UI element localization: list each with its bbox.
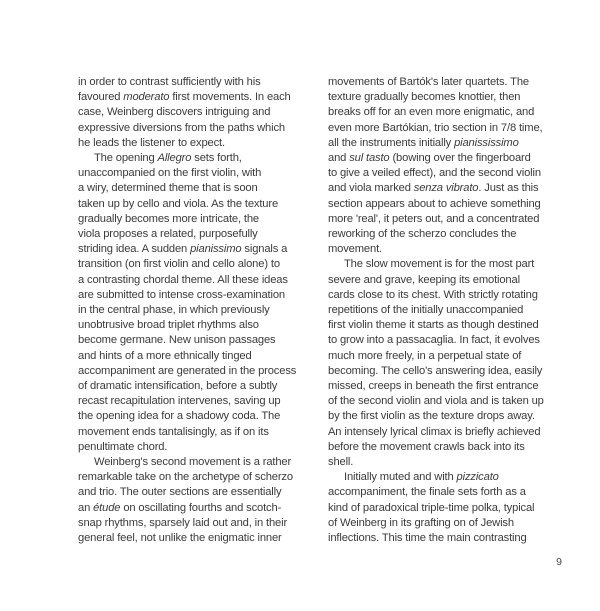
text-line [78, 288, 306, 303]
text-line [78, 181, 306, 196]
text-line [328, 90, 562, 105]
text-line [328, 212, 562, 227]
text-segment: striding idea. A sudden [78, 243, 191, 256]
text-segment: repetitions of the initially unaccompanied [328, 304, 524, 317]
page-number: 9 [556, 556, 562, 568]
text-line [328, 349, 562, 364]
text-line [328, 531, 562, 546]
text-segment: (bowing over the fingerboard [389, 152, 531, 165]
text-line [328, 136, 562, 151]
text-segment: more 'real', it peters out, and a concentrated [328, 212, 540, 225]
text-segment: shell. [328, 456, 354, 469]
text-segment: favoured [78, 91, 124, 104]
text-line [328, 485, 562, 500]
text-segment: of dramatic intensification, before a subtly [78, 380, 278, 393]
text-line [78, 303, 306, 318]
text-line [78, 531, 306, 546]
italic-text-segment: senza vibrato [413, 182, 479, 195]
text-line [328, 197, 562, 212]
text-segment: accompaniment, the finale sets forth as a [328, 486, 526, 499]
text-line [328, 409, 562, 424]
text-line [78, 75, 306, 90]
text-segment: An intensely lyrical climax is briefly achieved [328, 425, 541, 438]
italic-text-segment: pianississimo [454, 136, 519, 149]
text-line [78, 318, 306, 333]
text-line [78, 136, 306, 151]
text-line [328, 379, 562, 394]
text-segment: breaks off for an even more enigmatic, and [328, 106, 535, 119]
text-line [78, 105, 306, 120]
text-segment: movement ends tantalisingly, as if on its [78, 425, 269, 438]
text-line [328, 516, 562, 531]
text-segment: on oscillating fourths and scotch- [120, 501, 282, 514]
text-segment: severe and grave, keeping its emotional [328, 273, 520, 286]
text-line [328, 455, 562, 470]
text-segment: movements of Bartók's later quartets. The [328, 76, 529, 88]
text-line [78, 364, 306, 379]
text-line [328, 273, 562, 288]
italic-text-segment: étude [93, 501, 121, 514]
text-segment: The slow movement is for the most part [344, 258, 535, 271]
text-line [328, 470, 562, 485]
text-line [78, 455, 306, 470]
text-line [78, 394, 306, 409]
text-line [78, 212, 306, 227]
italic-text-segment: moderato [123, 91, 170, 104]
text-segment: transition (on first violin and cello alone) to [78, 258, 280, 271]
text-segment: recast recapitulation intervenes, saving up [78, 395, 281, 408]
text-segment: even more Bartókian, trio section in 7/8 time, [328, 121, 543, 134]
text-line [78, 485, 306, 500]
text-line [328, 333, 562, 348]
text-segment: accompaniment are generated in the process [78, 364, 297, 377]
text-line [78, 121, 306, 136]
text-line [328, 394, 562, 409]
text-segment: of the second violin and viola and is taken up [328, 395, 544, 408]
text-segment: general feel, not unlike the enigmatic inner [78, 532, 282, 545]
text-segment: taken up by cello and viola. As the texture [78, 197, 279, 210]
text-segment: the opening idea for a shadowy coda. The [78, 410, 281, 423]
text-line [328, 166, 562, 181]
text-line [78, 501, 306, 516]
text-line [78, 440, 306, 455]
text-segment: in the central phase, in which previously [78, 304, 270, 317]
text-line [78, 166, 306, 181]
text-segment: texture gradually becomes knottier, then [328, 91, 521, 104]
text-segment: a wiry, determined theme that is soon [78, 182, 258, 195]
text-line [328, 257, 562, 272]
text-line [78, 349, 306, 364]
text-line [78, 90, 306, 105]
text-segment: signals a [241, 243, 288, 256]
text-segment: missed, creeps in beneath the first entrance [328, 380, 539, 393]
text-segment: and hints of a more ethnically tinged [78, 349, 252, 362]
text-line [78, 333, 306, 348]
text-line [78, 409, 306, 424]
left-text-column [78, 75, 306, 546]
text-segment: and trio. The outer sections are essentially [78, 486, 282, 499]
text-segment: movement. [328, 243, 382, 256]
text-line [78, 257, 306, 272]
text-line [328, 151, 562, 166]
text-segment: penultimate chord. [78, 440, 168, 453]
text-line [328, 181, 562, 196]
text-line [78, 379, 306, 394]
text-line [328, 440, 562, 455]
text-segment: all the instruments initially [328, 136, 455, 149]
text-segment: become germane. New unison passages [78, 334, 276, 347]
text-line [328, 105, 562, 120]
text-line [328, 425, 562, 440]
text-line [328, 303, 562, 318]
text-line [328, 227, 562, 242]
text-segment: much more freely, in a perpetual state of [328, 349, 522, 362]
italic-text-segment: pianissimo [190, 243, 242, 256]
text-segment: sets forth, [191, 152, 242, 165]
text-segment: snap rhythms, sparsely laid out and, in their [78, 516, 288, 529]
text-segment: The opening [94, 152, 158, 165]
text-segment: gradually becomes more intricate, the [78, 212, 259, 225]
text-segment: of Weinberg in its grafting on of Jewish [328, 516, 514, 529]
text-line [78, 197, 306, 212]
text-segment: case, Weinberg discovers intriguing and [78, 106, 271, 119]
italic-text-segment: Allegro [157, 152, 192, 165]
text-segment: inflections. This time the main contrasting [328, 532, 527, 545]
text-segment: in order to contrast sufficiently with his [78, 76, 261, 88]
text-segment: unobtrusive broad triplet rhythms also [78, 319, 259, 332]
text-line [78, 273, 306, 288]
text-segment: before the movement crawls back into its [328, 440, 525, 453]
text-segment: remarkable take on the archetype of scherzo [78, 471, 293, 484]
text-segment: reworking of the scherzo concludes the [328, 228, 517, 241]
text-line [78, 227, 306, 242]
text-segment: viola proposes a related, purposefully [78, 228, 258, 241]
text-segment: first movements. In each [169, 91, 291, 104]
text-line [328, 121, 562, 136]
text-segment: an [78, 501, 94, 514]
text-segment: Initially muted and with [344, 471, 457, 484]
text-line [78, 516, 306, 531]
text-line [328, 75, 562, 90]
text-line [78, 470, 306, 485]
text-segment: unaccompanied on the first violin, with [78, 167, 262, 180]
text-segment: are submitted to intense cross-examination [78, 288, 285, 301]
text-line [328, 318, 562, 333]
text-segment: section appears about to achieve something [328, 197, 541, 210]
text-segment: . Just as this [478, 182, 539, 195]
text-segment: by the first violin as the texture drops away. [328, 410, 535, 423]
text-segment: and viola marked [328, 182, 414, 195]
text-line [78, 151, 306, 166]
text-line [78, 425, 306, 440]
text-segment: and [328, 152, 350, 165]
text-line [78, 242, 306, 257]
text-segment: becoming. The cello's answering idea, easily [328, 364, 543, 377]
text-segment: kind of paradoxical triple-time polka, typical [328, 501, 535, 514]
text-segment: a contrasting chordal theme. All these ideas [78, 273, 288, 286]
text-segment: to give a veiled effect), and the second violin [328, 167, 541, 180]
text-segment: Weinberg's second movement is a rather [94, 456, 292, 469]
text-segment: expressive diversions from the paths which [78, 121, 285, 134]
right-text-column [328, 75, 562, 546]
text-line [328, 242, 562, 257]
text-segment: first violin theme it starts as though destined [328, 319, 539, 332]
text-segment: he leads the listener to expect. [78, 136, 225, 149]
text-line [328, 288, 562, 303]
italic-text-segment: pizzicato [456, 471, 499, 484]
text-line [328, 501, 562, 516]
italic-text-segment: sul tasto [349, 152, 390, 165]
text-segment: to grow into a passacaglia. In fact, it evolves [328, 334, 540, 347]
text-segment: cards close to its chest. With strictly rotating [328, 288, 538, 301]
text-line [328, 364, 562, 379]
